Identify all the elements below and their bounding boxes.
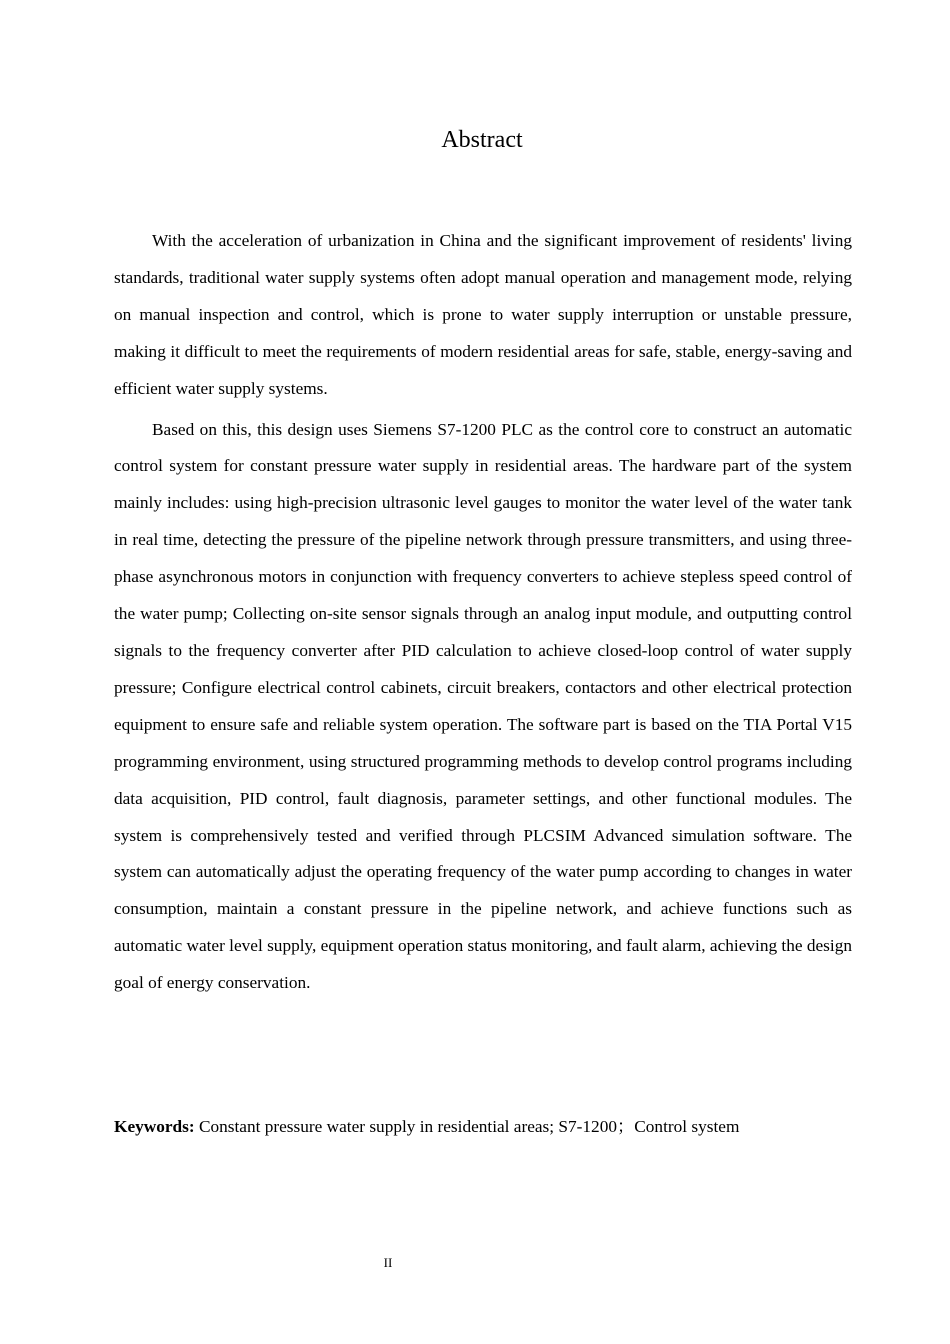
keywords-line (114, 1112, 854, 1142)
abstract-paragraph-1: With the acceleration of urbanization in China and the significant improvement of residents' living standards, traditional water supply systems often adopt manual operation and management mode, relying on manual inspection and control, which is prone to water supply interruption or unstable pressure, making it difficult to meet the requirements of modern residential areas for safe, stable, energy-saving and efficient water supply systems. (114, 231, 852, 398)
abstract-title: Abstract (441, 127, 523, 153)
abstract-body (114, 223, 852, 1006)
abstract-paragraph-2: Based on this, this design uses Siemens S7-1200 PLC as the control core to construct an automatic control system for constant pressure water supply in residential areas. The hardware part of the system mainly includes: using high-precision ultrasonic level gauges to monitor the water level of the water tank in real time, detecting the pressure of the pipeline network through pressure transmitters, and using three-phase asynchronous motors in conjunction with frequency converters to achieve stepless speed control of the water pump; Collecting on-site sensor signals through an analog input module, and outputting control signals to the frequency converter after PID calculation to achieve closed-loop control of water supply pressure; Configure electrical control cabinets, circuit breakers, contactors and other electrical protection equipment to ensure safe and reliable system operation. The software part is based on the TIA Portal V15 programming environment, using structured programming methods to develop control programs including data acquisition, PID control, fault diagnosis, parameter settings, and other functional modules. The system is comprehensively tested and verified through PLCSIM Advanced simulation software. The system can automatically adjust the operating frequency of the water pump according to changes in water consumption, maintain a constant pressure in the pipeline network, and achieve functions such as automatic water level supply, equipment operation status monitoring, and fault alarm, achieving the design goal of energy conservation. (114, 419, 852, 993)
keywords-text: Constant pressure water supply in residential areas; S7-1200；Control system (194, 1117, 740, 1136)
keywords-label: Keywords: (114, 1117, 195, 1136)
page-number: II (383, 1255, 393, 1270)
